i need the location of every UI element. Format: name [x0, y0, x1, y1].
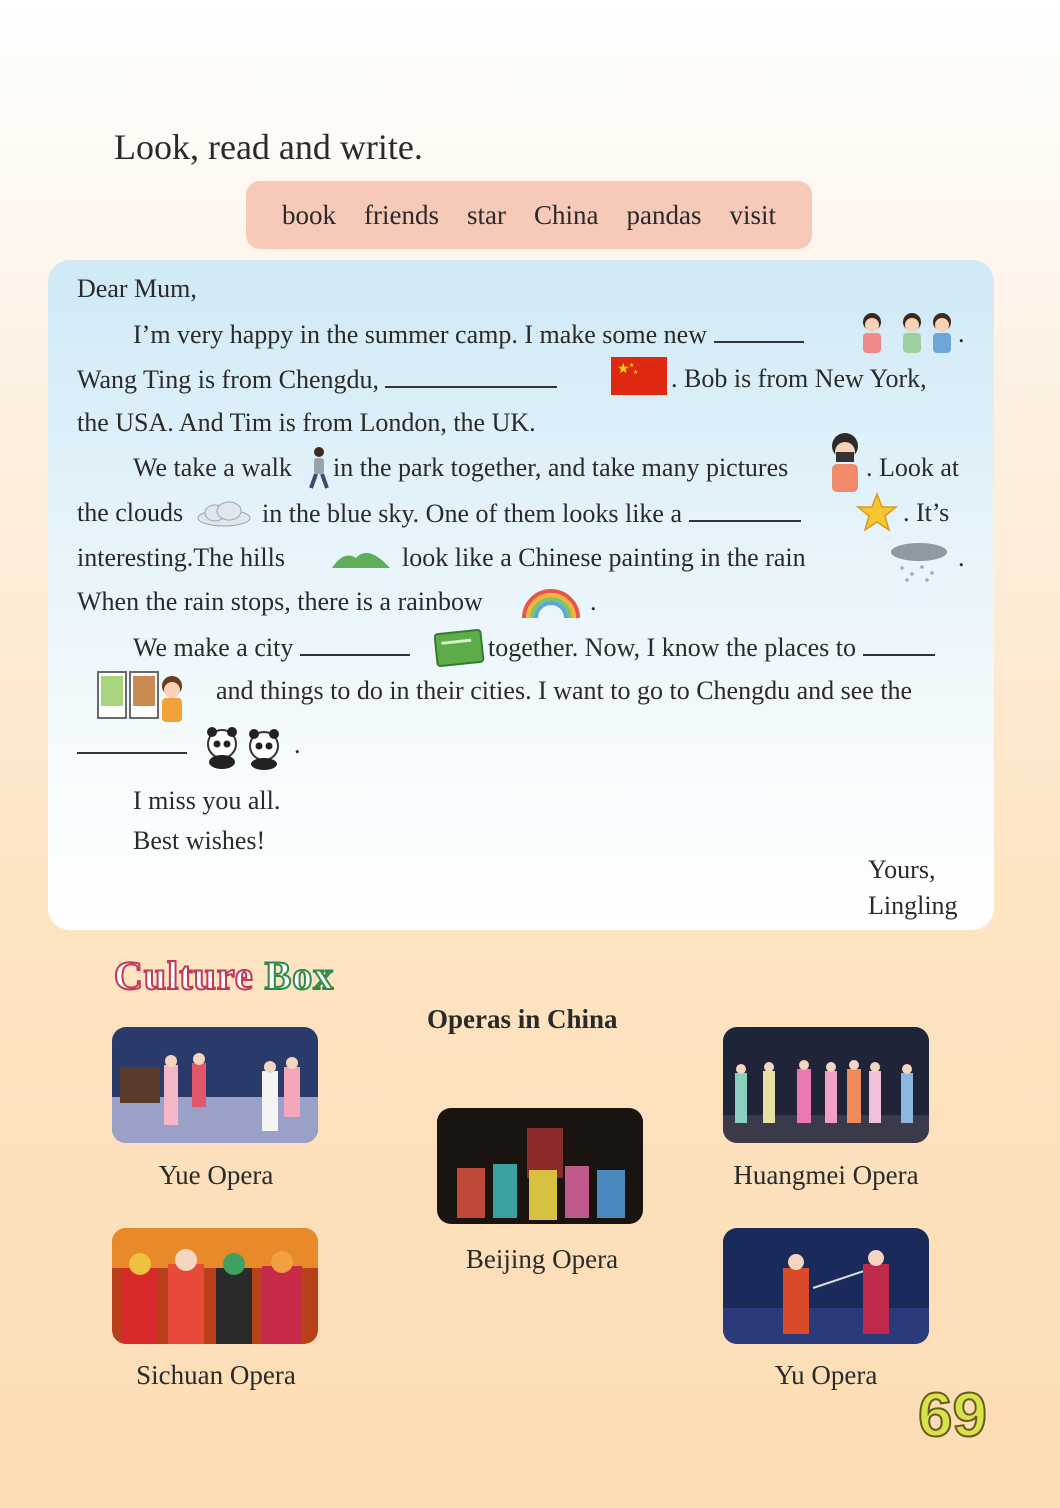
hills-icon — [330, 544, 392, 570]
period: . — [958, 319, 965, 348]
beijing-opera-photo — [437, 1108, 643, 1224]
rainbow-icon — [520, 588, 582, 620]
blank-friends[interactable] — [714, 319, 804, 343]
caption-sichuan-opera: Sichuan Opera — [136, 1360, 296, 1390]
word-star: star — [467, 199, 506, 230]
rain-icon — [888, 540, 950, 584]
letter-line-5c: . It’s — [903, 498, 950, 527]
word-china: China — [533, 199, 599, 230]
caption-huangmei-opera: Huangmei Opera — [733, 1160, 919, 1190]
blank-book[interactable] — [300, 632, 410, 656]
letter-miss: I miss you all. — [133, 786, 281, 815]
letter-line-4c: . Look at — [866, 453, 960, 482]
letter-line-2: Wang Ting is from Chengdu, — [77, 364, 557, 395]
operas-heading: Operas in China — [427, 1004, 618, 1034]
camera-boy-icon — [824, 432, 866, 494]
visit-icon — [96, 668, 190, 724]
letter-line-8b: together. Now, I know the places to — [488, 632, 935, 663]
letter-yours: Yours, — [868, 855, 936, 884]
letter-line-2b: . Bob is from New York, — [671, 364, 927, 393]
huangmei-opera-photo — [723, 1027, 929, 1143]
book-icon — [434, 628, 486, 668]
yue-opera-photo — [112, 1027, 318, 1143]
caption-yu-opera: Yu Opera — [774, 1360, 878, 1390]
svg-text:★: ★ — [629, 363, 635, 369]
letter-line-6a: interesting.The hills — [77, 543, 285, 572]
letter-greeting: Dear Mum, — [77, 274, 197, 303]
caption-yue-opera: Yue Opera — [158, 1160, 274, 1190]
letter-line-1: I’m very happy in the summer camp. I make some new — [133, 319, 804, 350]
letter-line-6b: look like a Chinese painting in the rain — [402, 543, 806, 572]
letter-line-4a: We take a walk — [133, 453, 292, 482]
blank-pandas[interactable] — [77, 730, 187, 754]
friends-icon — [856, 310, 956, 356]
walk-icon — [307, 446, 331, 490]
period: . — [958, 543, 965, 572]
word-friends: friends — [364, 199, 439, 230]
yu-opera-photo — [723, 1228, 929, 1344]
caption-beijing-opera: Beijing Opera — [465, 1244, 619, 1274]
sichuan-opera-photo — [112, 1228, 318, 1344]
star-icon — [856, 492, 898, 532]
word-bank — [246, 181, 812, 249]
word-pandas: pandas — [626, 199, 702, 230]
period: . — [294, 730, 301, 759]
letter-line-3: the USA. And Tim is from London, the UK. — [77, 408, 536, 437]
letter-line-5a: the clouds — [77, 498, 184, 527]
blank-visit[interactable] — [863, 632, 935, 656]
page-number: 69 — [918, 1381, 987, 1450]
letter-line-7a: When the rain stops, there is a rainbow — [77, 587, 483, 616]
pandas-icon — [200, 724, 292, 770]
svg-text:★: ★ — [617, 362, 630, 377]
culture-box-title: Culture Box — [114, 953, 335, 998]
period: . — [590, 587, 597, 616]
letter-line-4b: in the park together, and take many pictures — [333, 453, 789, 482]
letter-line-10 — [77, 730, 187, 761]
blank-star[interactable] — [689, 498, 801, 522]
letter-line-9a: and things to do in their cities. I want to go to Chengdu and see the — [216, 676, 913, 705]
svg-text:★: ★ — [633, 370, 639, 376]
word-book: book — [282, 199, 337, 230]
word-visit: visit — [729, 199, 776, 230]
letter-signature: Lingling — [868, 891, 958, 920]
letter-line-8a: We make a city — [133, 632, 410, 663]
blank-china[interactable] — [385, 364, 557, 388]
china-flag-icon — [611, 357, 667, 395]
cloud-icon — [195, 500, 253, 528]
page-title: Look, read and write. — [114, 127, 423, 167]
letter-line-5b: in the blue sky. One of them looks like a — [262, 498, 801, 529]
letter-wishes: Best wishes! — [133, 826, 266, 855]
